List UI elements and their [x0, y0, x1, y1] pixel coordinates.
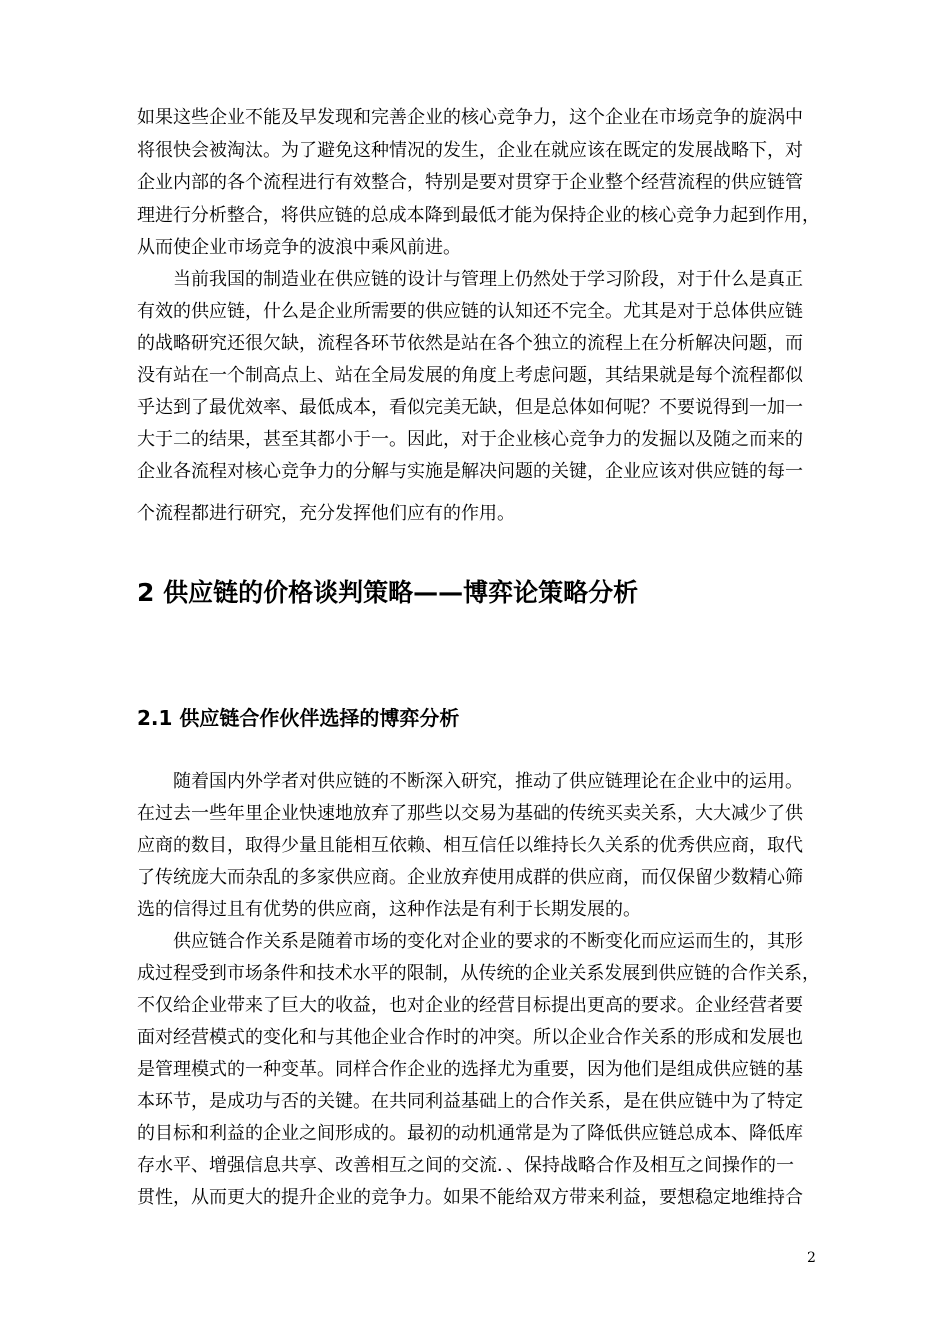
paragraph-line: 贯性，从而更大的提升企业的竞争力。如果不能给双方带来利益，要想稳定地维持合	[137, 1187, 803, 1208]
paragraph-line: 如果这些企业不能及早发现和完善企业的核心竞争力，这个企业在市场竞争的旋涡中	[137, 107, 803, 128]
paragraph-line: 没有站在一个制高点上、站在全局发展的角度上考虑问题，其结果就是每个流程都似	[137, 365, 803, 386]
paragraph-line: 乎达到了最优效率、最低成本，看似完美无缺，但是总体如何呢？不要说得到一加一	[137, 397, 803, 418]
paragraph-line: 是管理模式的一种变革。同样合作企业的选择尤为重要，因为他们是组成供应链的基	[137, 1059, 803, 1080]
paragraph-line: 有效的供应链，什么是企业所需要的供应链的认知还不完全。尤其是对于总体供应链	[137, 301, 803, 322]
subsection-heading: 2.1 供应链合作伙伴选择的博弈分析	[137, 706, 460, 730]
page-number: 2	[807, 1250, 816, 1266]
paragraph-line: 了传统庞大而杂乱的多家供应商。企业放弃使用成群的供应商，而仅保留少数精心筛	[137, 867, 803, 888]
paragraph-line: 当前我国的制造业在供应链的设计与管理上仍然处于学习阶段，对于什么是真正	[173, 269, 803, 290]
paragraph-line: 存水平、增强信息共享、改善相互之间的交流．、保持战略合作及相互之间操作的一	[137, 1155, 794, 1176]
paragraph-line: 企业各流程对核心竞争力的分解与实施是解决问题的关键，企业应该对供应链的每一	[137, 461, 803, 482]
paragraph-line: 理进行分析整合，将供应链的总成本降到最低才能为保持企业的核心竞争力起到作用，	[137, 205, 820, 226]
paragraph-line: 随着国内外学者对供应链的不断深入研究，推动了供应链理论在企业中的运用。	[173, 771, 803, 792]
paragraph-line: 的战略研究还很欠缺，流程各环节依然是站在各个独立的流程上在分析解决问题，而	[137, 333, 803, 354]
paragraph-line: 的目标和利益的企业之间形成的。最初的动机通常是为了降低供应链总成本、降低库	[137, 1123, 803, 1144]
section-heading: 2 供应链的价格谈判策略——博弈论策略分析	[137, 578, 639, 607]
paragraph-line: 选的信得过且有优势的供应商，这种作法是有利于长期发展的。	[137, 899, 641, 920]
paragraph-line: 面对经营模式的变化和与其他企业合作时的冲突。所以企业合作关系的形成和发展也	[137, 1027, 803, 1048]
paragraph-line: 本环节，是成功与否的关键。在共同利益基础上的合作关系，是在供应链中为了特定	[137, 1091, 803, 1112]
paragraph-line: 大于二的结果，甚至其都小于一。因此，对于企业核心竞争力的发掘以及随之而来的	[137, 429, 803, 450]
paragraph-line: 供应链合作关系是随着市场的变化对企业的要求的不断变化而应运而生的，其形	[173, 931, 803, 952]
paragraph-line: 不仅给企业带来了巨大的收益，也对企业的经营目标提出更高的要求。企业经营者要	[137, 995, 803, 1016]
paragraph-line: 将很快会被淘汰。为了避免这种情况的发生，企业在就应该在既定的发展战略下，对	[137, 140, 803, 161]
paragraph-line: 在过去一些年里企业快速地放弃了那些以交易为基础的传统买卖关系，大大减少了供	[137, 803, 803, 824]
paragraph-line: 从而使企业市场竞争的波浪中乘风前进。	[137, 237, 461, 258]
paragraph-line: 企业内部的各个流程进行有效整合，特别是要对贯穿于企业整个经营流程的供应链管	[137, 172, 803, 193]
paragraph-line: 个流程都进行研究，充分发挥他们应有的作用。	[137, 503, 515, 524]
paragraph-line: 应商的数目，取得少量且能相互依赖、相互信任以维持长久关系的优秀供应商，取代	[137, 835, 803, 856]
paragraph-line: 成过程受到市场条件和技术水平的限制，从传统的企业关系发展到供应链的合作关系，	[137, 963, 820, 984]
